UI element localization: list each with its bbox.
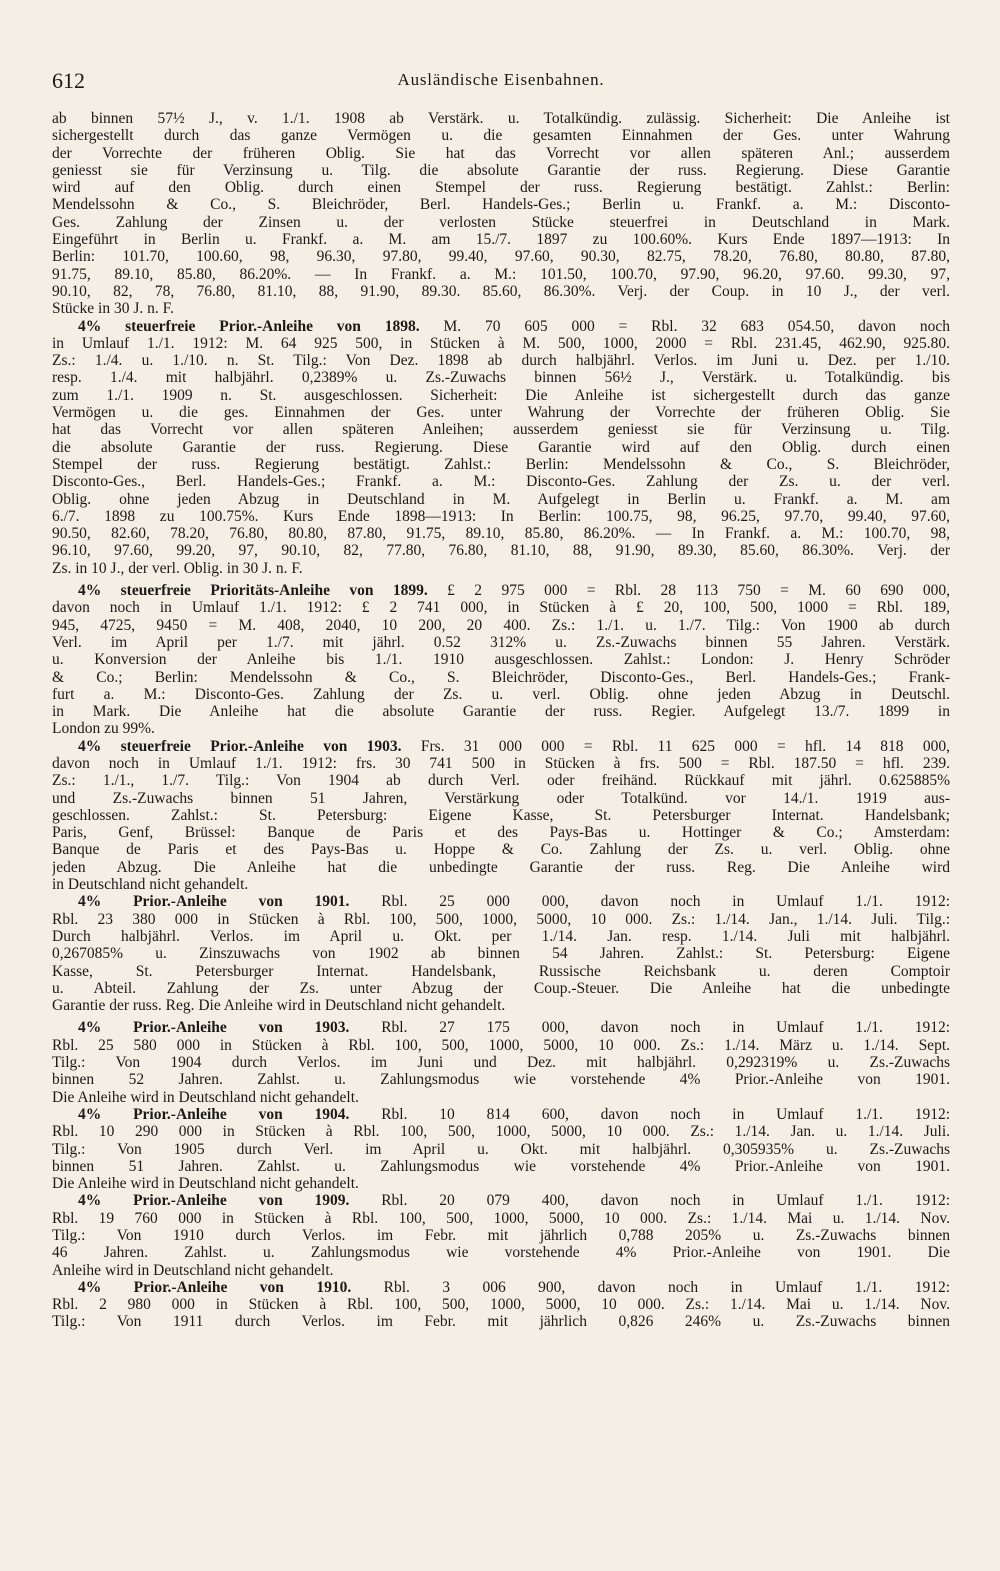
page-number: 612 <box>52 68 85 93</box>
loan-heading: 4% Prior.-Anleihe von 1909. <box>78 1192 350 1210</box>
loan-heading: 4% Prior.-Anleihe von 1903. <box>78 1019 350 1037</box>
line-text: Rbl. 27 175 000, davon noch in Umlauf 1./1. 1912: <box>349 1019 950 1037</box>
line-text: Tilg.: Von 1904 durch Verlos. im Juni und Dez. mit halbjährl. 0,292319% u. Zs.-Zuwachs <box>52 1054 950 1072</box>
text-line <box>52 669 950 686</box>
line-text: Die Anleihe wird in Deutschland nicht gehandelt. <box>52 1088 359 1106</box>
line-text: davon noch in Umlauf 1./1. 1912: £ 2 741 000, in Stücken à £ 20, 100, 500, 1000 = Rbl. 189, <box>52 599 950 617</box>
text-line <box>52 997 950 1014</box>
line-text: 90.10, 82, 78, 76.80, 81.10, 88, 91.90, 89.30. 85.60, 86.30%. Verj. der Coup. in 10 J., der verl. <box>52 282 950 300</box>
text-line <box>52 841 950 858</box>
text-line <box>52 1313 950 1330</box>
text-line <box>52 1037 950 1054</box>
line-text: Ges. Zahlung der Zinsen u. der verlosten Stücke steuerfrei in Deutschland in Mark. <box>52 213 950 231</box>
text-line <box>52 807 950 824</box>
line-text: Rbl. 25 580 000 in Stücken à Rbl. 100, 500, 1000, 5000, 10 000. Zs.: 1./14. März u. 1./14. Sept. <box>52 1036 950 1054</box>
line-text: & Co.; Berlin: Mendelssohn & Co., S. Bleichröder, Disconto-Ges., Berl. Handels-Ges.; Frank- <box>52 668 950 686</box>
text-line <box>52 387 950 404</box>
text-line <box>52 1175 950 1192</box>
text-line <box>52 214 950 231</box>
line-text: sichergestellt durch das ganze Vermögen u. die gesamten Einnahmen der Ges. unter Wahrung <box>52 127 950 145</box>
text-line <box>52 162 950 179</box>
text-line <box>52 686 950 703</box>
loan-heading: 4% steuerfreie Prior.-Anleihe von 1898. <box>78 317 420 335</box>
line-text: Vermögen u. die ges. Einnahmen der Ges. unter Wahrung der Vorrechte der früheren Oblig. Sie <box>52 404 950 422</box>
text-line <box>52 283 950 300</box>
text-line <box>52 755 950 772</box>
section-heading-line <box>52 893 950 910</box>
line-text: Tilg.: Von 1910 durch Verlos. im Febr. mit jährlich 0,788 205% u. Zs.-Zuwachs binnen <box>52 1227 950 1244</box>
text-line <box>52 196 950 213</box>
text-line <box>52 456 950 473</box>
line-text: Rbl. 20 079 400, davon noch in Umlauf 1./1. 1912: <box>349 1192 950 1210</box>
line-text: 96.10, 97.60, 99.20, 97, 90.10, 82, 77.80, 76.80, 81.10, 88, 91.90, 89.30, 85.60, 86.30%. Verj. der <box>52 542 950 560</box>
text-line <box>52 790 950 807</box>
text-line <box>52 508 950 525</box>
section-heading-line <box>52 1192 950 1209</box>
text-line <box>52 248 950 265</box>
text-line <box>52 859 950 876</box>
text-line <box>52 1244 950 1261</box>
line-text: 6./7. 1898 zu 100.75%. Kurs Ende 1898—1913: In Berlin: 100.75, 98, 96.25, 97.70, 99.40, 97.60, <box>52 507 950 525</box>
section-heading-line <box>52 1279 950 1296</box>
text-line <box>52 928 950 945</box>
line-text: davon noch in Umlauf 1./1. 1912: frs. 30 741 500 in Stücken à frs. 500 = Rbl. 187.50 = hfl. 239. <box>52 754 950 772</box>
line-text: jeden Abzug. Die Anleihe hat die unbedingte Garantie der russ. Reg. Die Anleihe wird <box>52 858 950 876</box>
line-text: binnen 51 Jahren. Zahlst. u. Zahlungsmodus wie vorstehende 4% Prior.-Anleihe von 1901. <box>52 1157 950 1175</box>
line-text: Disconto-Ges., Berl. Handels-Ges.; Frankf. a. M.: Disconto-Ges. Zahlung der Zs. u. der verl. <box>52 473 950 491</box>
text-line <box>52 300 950 317</box>
page-body <box>52 110 950 1331</box>
line-text: Oblig. ohne jeden Abzug in Deutschland in M. Aufgelegt in Berlin u. Frankf. a. M. am <box>52 490 950 508</box>
text-line <box>52 945 950 962</box>
text-line <box>52 1296 950 1313</box>
text-line <box>52 1158 950 1175</box>
line-text: 90.50, 82.60, 78.20, 76.80, 80.80, 87.80, 91.75, 89.10, 85.80, 86.20%. — In Frankf. a. M.: 100.70, 98, <box>52 525 950 543</box>
line-text: geschlossen. Zahlst.: St. Petersburg: Eigene Kasse, St. Petersburger Internat. Handelsbank; <box>52 806 950 824</box>
line-text: Rbl. 19 760 000 in Stücken à Rbl. 100, 500, 1000, 5000, 10 000. Zs.: 1./14. Mai u. 1./14. Nov. <box>52 1209 950 1227</box>
section-heading-line <box>52 738 950 755</box>
line-text: Stücke in 30 J. n. F. <box>52 300 174 318</box>
line-text: 0,267085% u. Zinszuwachs von 1902 ab binnen 54 Jahren. Zahlst.: St. Petersburg: Eigene <box>52 945 950 963</box>
text-line <box>52 404 950 421</box>
line-text: Rbl. 10 290 000 in Stücken à Rbl. 100, 500, 1000, 5000, 10 000. Zs.: 1./14. Jan. u. 1./14. Juli. <box>52 1123 950 1141</box>
section-heading-line <box>52 582 950 599</box>
line-text: Rbl. 25 000 000, davon noch in Umlauf 1./1. 1912: <box>349 893 950 911</box>
line-text: der Vorrechte der früheren Oblig. Sie hat das Vorrecht vor allen späteren Anl.; ausserdem <box>52 144 950 162</box>
text-line <box>52 1089 950 1106</box>
text-line <box>52 911 950 928</box>
line-text: Zs. in 10 J., der verl. Oblig. in 30 J. n. F. <box>52 559 303 577</box>
line-text: Tilg.: Von 1905 durch Verl. im April u. Okt. mit halbjährl. 0,305935% u. Zs.-Zuwachs <box>52 1140 950 1158</box>
line-text: Rbl. 23 380 000 in Stücken à Rbl. 100, 500, 1000, 5000, 10 000. Zs.: 1./14. Jan., 1./14. Juli. Tilg.: <box>52 910 950 928</box>
text-line <box>52 179 950 196</box>
text-line <box>52 127 950 144</box>
loan-heading: 4% steuerfreie Prioritäts-Anleihe von 1899. <box>78 582 428 600</box>
text-line <box>52 110 950 127</box>
line-text: M. 70 605 000 = Rbl. 32 683 054.50, davon noch <box>419 317 950 335</box>
line-text: u. Abteil. Zahlung der Zs. unter Abzug der Coup.-Steuer. Die Anleihe hat die unbedingte <box>52 979 950 997</box>
text-line <box>52 772 950 789</box>
line-text: Zs.: 1./4. u. 1./10. n. St. Tilg.: Von Dez. 1898 ab durch halbjährl. Verlos. im Juni u. Dez. per 1./10. <box>52 352 950 370</box>
line-text: Mendelssohn & Co., S. Bleichröder, Berl. Handels-Ges.; Berlin u. Frankf. a. M.: Disconto- <box>52 196 950 214</box>
running-title: Ausländische Eisenbahnen. <box>397 70 605 89</box>
line-text: Rbl. 10 814 600, davon noch in Umlauf 1./1. 1912: <box>349 1105 950 1123</box>
text-line <box>52 617 950 634</box>
line-text: Eingeführt in Berlin u. Frankf. a. M. am 15./7. 1897 zu 100.60%. Kurs Ende 1897—1913: In <box>52 231 950 249</box>
text-line <box>52 963 950 980</box>
line-text: u. Konversion der Anleihe bis 1./1. 1910 ausgeschlossen. Zahlst.: London: J. Henry Schröder <box>52 651 950 669</box>
line-text: in Umlauf 1./1. 1912: M. 64 925 500, in Stücken à M. 500, 1000, 2000 = Rbl. 231.45, 462.90, 925.80. <box>52 334 950 352</box>
line-text: und Zs.-Zuwachs binnen 51 Jahren, Verstärkung oder Totalkünd. vor 14./1. 1919 aus- <box>52 789 950 807</box>
line-text: binnen 52 Jahren. Zahlst. u. Zahlungsmodus wie vorstehende 4% Prior.-Anleihe von 1901. <box>52 1071 950 1089</box>
line-text: £ 2 975 000 = Rbl. 28 113 750 = M. 60 690 000, <box>427 582 950 600</box>
line-text: in Deutschland nicht gehandelt. <box>52 876 249 894</box>
text-line <box>52 266 950 283</box>
text-line <box>52 824 950 841</box>
loan-heading: 4% Prior.-Anleihe von 1904. <box>78 1105 350 1123</box>
text-line <box>52 525 950 542</box>
text-line <box>52 1123 950 1140</box>
line-text: Paris, Genf, Brüssel: Banque de Paris et des Pays-Bas u. Hottinger & Co.; Amsterdam: <box>52 824 950 842</box>
line-text: Rbl. 3 006 900, davon noch in Umlauf 1./1. 1912: <box>351 1278 950 1296</box>
section-heading-line <box>52 318 950 335</box>
line-text: Tilg.: Von 1911 durch Verlos. im Febr. mit jährlich 0,826 246% u. Zs.-Zuwachs binnen <box>52 1313 950 1331</box>
line-text: ab binnen 57½ J., v. 1./1. 1908 ab Verstärk. u. Totalkündig. zulässig. Sicherheit: Die Anleihe ist <box>52 110 950 127</box>
line-text: furt a. M.: Disconto-Ges. Zahlung der Zs. u. verl. Oblig. ohne jeden Abzug in Deutschl. <box>52 685 950 703</box>
line-text: Berlin: 101.70, 100.60, 98, 96.30, 97.80, 99.40, 97.60, 90.30, 82.75, 78.20, 76.80, 80.80, 87.80, <box>52 248 950 266</box>
line-text: Die Anleihe wird in Deutschland nicht gehandelt. <box>52 1175 359 1193</box>
text-line <box>52 145 950 162</box>
line-text: zum 1./1. 1909 n. St. ausgeschlossen. Sicherheit: Die Anleihe ist sichergestellt durch das ganze <box>52 386 950 404</box>
line-text: Kasse, St. Petersburger Internat. Handelsbank, Russische Reichsbank u. deren Comptoir <box>52 962 950 980</box>
line-text: Anleihe wird in Deutschland nicht gehandelt. <box>52 1261 334 1279</box>
line-text: Rbl. 2 980 000 in Stücken à Rbl. 100, 500, 1000, 5000, 10 000. Zs.: 1./14. Mai u. 1./14. Nov. <box>52 1296 950 1314</box>
line-text: resp. 1./4. mit halbjährl. 0,2389% u. Zs.-Zuwachs binnen 56½ J., Verstärk. u. Totalkündig. bis <box>52 369 950 387</box>
line-text: in Mark. Die Anleihe hat die absolute Garantie der russ. Regier. Aufgelegt 13./7. 1899 in <box>52 703 950 721</box>
text-line <box>52 1210 950 1227</box>
text-line <box>52 703 950 720</box>
text-line <box>52 491 950 508</box>
line-text: hat das Vorrecht vor allen späteren Anleihen; ausserdem geniesst sie für Verzinsung u. Tilg. <box>52 421 950 439</box>
section-heading-line <box>52 1019 950 1036</box>
line-text: Verl. im April per 1./7. mit jährl. 0.52 312% u. Zs.-Zuwachs binnen 55 Jahren. Verstärk. <box>52 633 950 651</box>
line-text: 91.75, 89.10, 85.80, 86.20%. — In Frankf. a. M.: 101.50, 100.70, 97.90, 96.20, 97.60. 99.30, 97, <box>52 265 950 283</box>
text-line <box>52 473 950 490</box>
line-text: die absolute Garantie der russ. Regierung. Diese Garantie wird auf den Oblig. durch einen <box>52 438 950 456</box>
text-line <box>52 1227 950 1244</box>
line-text: Zs.: 1./1., 1./7. Tilg.: Von 1904 ab durch Verl. oder freihänd. Rückkauf mit jährl. 0.625885% <box>52 772 950 790</box>
text-line <box>52 980 950 997</box>
text-line <box>52 439 950 456</box>
text-line <box>52 634 950 651</box>
text-line <box>52 335 950 352</box>
text-line <box>52 651 950 668</box>
text-line <box>52 231 950 248</box>
text-line <box>52 542 950 559</box>
line-text: Stempel der russ. Regierung bestätigt. Zahlst.: Berlin: Mendelssohn & Co., S. Bleichröder, <box>52 455 950 473</box>
text-line <box>52 560 950 577</box>
loan-heading: 4% Prior.-Anleihe von 1910. <box>78 1278 352 1296</box>
line-text: Banque de Paris et des Pays-Bas u. Hoppe & Co. Zahlung der Zs. u. verl. Oblig. ohne <box>52 841 950 859</box>
line-text: 46 Jahren. Zahlst. u. Zahlungsmodus wie vorstehende 4% Prior.-Anleihe von 1901. Die <box>52 1244 950 1262</box>
line-text: 945, 4725, 9450 = M. 408, 2040, 10 200, 20 400. Zs.: 1./1. u. 1./7. Tilg.: Von 1900 ab durch <box>52 616 950 634</box>
text-line <box>52 1141 950 1158</box>
text-line <box>52 1262 950 1279</box>
loan-heading: 4% steuerfreie Prior.-Anleihe von 1903. <box>78 737 402 755</box>
line-text: Frs. 31 000 000 = Rbl. 11 625 000 = hfl. 14 818 000, <box>401 737 950 755</box>
text-line <box>52 1054 950 1071</box>
loan-heading: 4% Prior.-Anleihe von 1901. <box>78 893 350 911</box>
text-line <box>52 421 950 438</box>
text-line <box>52 369 950 386</box>
text-line <box>52 352 950 369</box>
text-line <box>52 599 950 616</box>
text-line <box>52 1071 950 1088</box>
line-text: wird auf den Oblig. durch einen Stempel der russ. Regierung bestätigt. Zahlst.: Berlin: <box>52 179 950 197</box>
section-heading-line <box>52 1106 950 1123</box>
text-line <box>52 720 950 737</box>
line-text: London zu 99%. <box>52 720 155 738</box>
running-head <box>52 60 950 100</box>
line-text: geniesst sie für Verzinsung u. Tilg. die absolute Garantie der russ. Regierung. Diese Garantie <box>52 161 950 179</box>
text-line <box>52 876 950 893</box>
line-text: Garantie der russ. Reg. Die Anleihe wird in Deutschland nicht gehandelt. <box>52 997 506 1015</box>
line-text: Durch halbjährl. Verlos. im April u. Okt. per 1./14. Jan. resp. 1./14. Juli mit halbjährl. <box>52 927 950 945</box>
